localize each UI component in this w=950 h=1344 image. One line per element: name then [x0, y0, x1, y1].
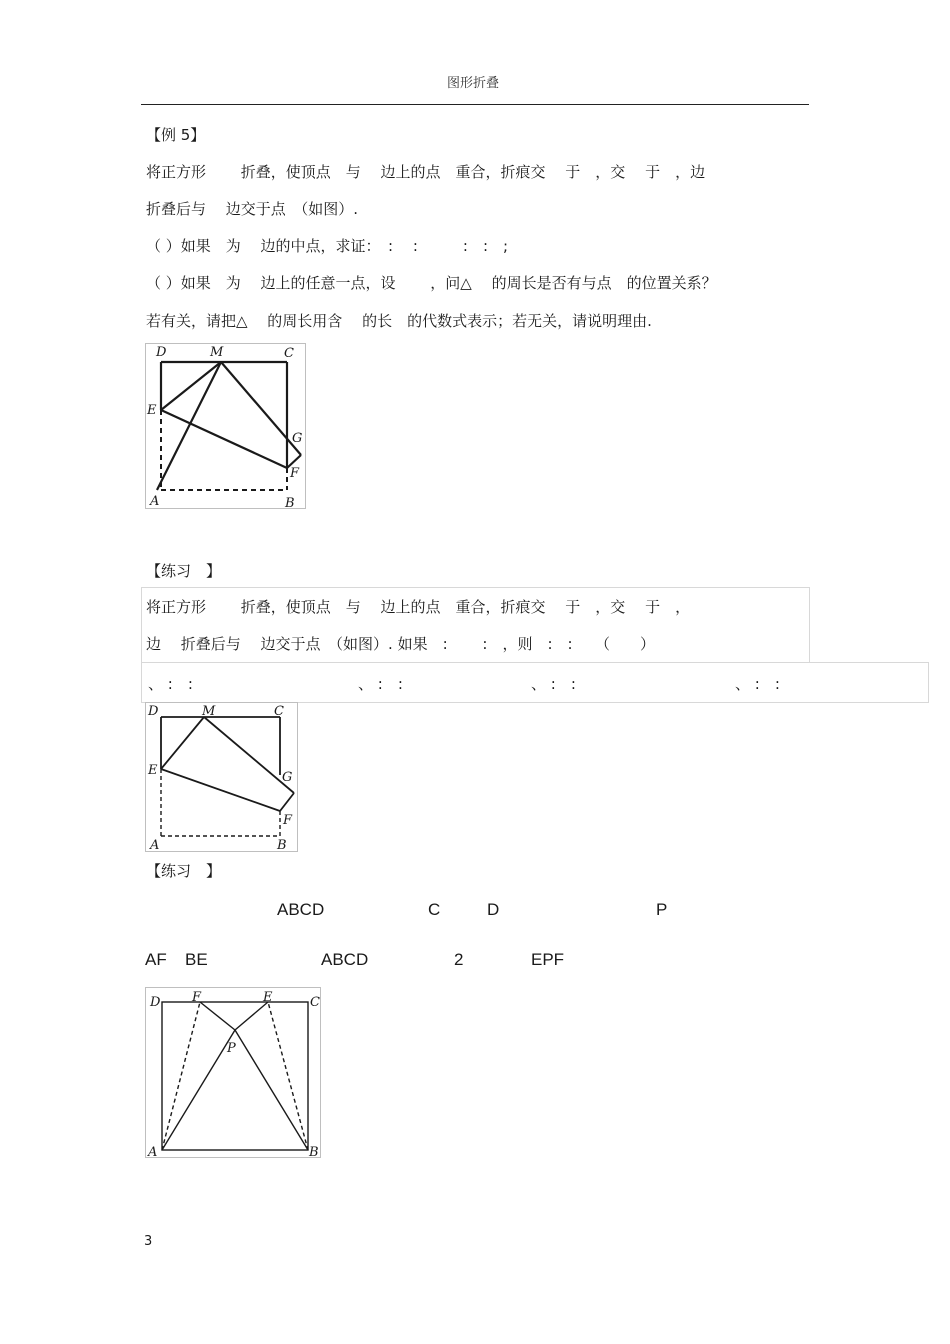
- fig2-label-g: G: [282, 770, 293, 785]
- fig1-label-d: D: [156, 345, 167, 360]
- fig1-line-ma: [157, 362, 221, 490]
- practice1-line2: 边 折叠后与 边交于点 （如图）. 如果 : : ，则 : : （ ）: [146, 635, 656, 653]
- practice2-line1-c: C: [428, 900, 441, 919]
- practice2-line2-number: 2: [454, 950, 464, 969]
- fig2-label-f: F: [283, 813, 293, 828]
- fig1-label-m: M: [210, 345, 224, 360]
- fig3-dashed-be: [268, 1002, 308, 1150]
- fig3-line-fp: [200, 1002, 235, 1030]
- fig1-label-e: E: [147, 403, 157, 418]
- fig2-label-e: E: [148, 763, 158, 778]
- practice1-option-b: 、 : :: [358, 675, 403, 693]
- fig2-label-b: B: [277, 838, 287, 851]
- fig3-line-bp: [235, 1030, 308, 1150]
- fig2-label-m: M: [202, 704, 216, 719]
- example5-heading: 【例 5】: [146, 126, 206, 144]
- practice2-line2-square: ABCD: [321, 950, 369, 969]
- fig3-label-d: D: [150, 995, 161, 1010]
- practice1-line1: 将正方形 折叠，使顶点 与 边上的点 重合，折痕交 于 ，交 于 ，: [146, 598, 691, 616]
- fig3-line-ap: [162, 1030, 235, 1150]
- example5-question1: （ ）如果 为 边的中点，求证： : : : : ;: [146, 237, 509, 255]
- fig3-dashed-af: [162, 1002, 200, 1150]
- example5-question2: （ ）如果 为 边上的任意一点，设 ，问△ 的周长是否有与点 的位置关系？: [146, 274, 717, 292]
- example5-line1: 将正方形 折叠，使顶点 与 边上的点 重合，折痕交 于 ，交 于 ，边: [146, 163, 706, 181]
- practice2-line2-epf: EPF: [531, 950, 565, 969]
- figure-practice1: [145, 702, 298, 852]
- practice2-line1-square: ABCD: [277, 900, 325, 919]
- fig2-fold-gf: [280, 793, 294, 811]
- practice2-line2-be: BE: [185, 950, 208, 969]
- practice1-option-a: 、 : :: [148, 675, 193, 693]
- header-rule: [141, 104, 809, 105]
- page-header-title: 图形折叠: [447, 76, 500, 91]
- fig2-crease-ef: [161, 769, 280, 811]
- fig3-line-ep: [235, 1002, 268, 1030]
- practice2-heading: 【练习 】: [146, 862, 222, 880]
- figure-practice2: [145, 987, 321, 1158]
- fig2-label-a: A: [150, 838, 160, 851]
- fig3-label-p: P: [227, 1041, 236, 1056]
- example5-line2: 折叠后与 边交于点 （如图）.: [146, 200, 359, 218]
- fig1-label-b: B: [285, 496, 295, 508]
- fig3-label-f: F: [192, 990, 202, 1005]
- fig3-label-c: C: [310, 995, 320, 1010]
- practice1-heading: 【练习 】: [146, 562, 222, 580]
- fig1-fold-mg: [221, 362, 301, 455]
- fig1-label-c: C: [284, 346, 294, 361]
- example5-question3: 若有关，请把△ 的周长用含 的长 的代数式表示；若无关，请说明理由.: [146, 312, 652, 330]
- fig1-crease-ef: [161, 410, 287, 468]
- fig3-label-a: A: [148, 1145, 158, 1157]
- figure-example5: [145, 343, 306, 509]
- fig2-label-d: D: [148, 704, 159, 719]
- fig1-label-g: G: [292, 431, 303, 446]
- fig1-label-f: F: [290, 466, 300, 481]
- fig2-label-c: C: [274, 704, 284, 719]
- fig2-fold-me: [161, 717, 204, 769]
- practice2-line1-d: D: [487, 900, 500, 919]
- fig3-label-e: E: [263, 990, 273, 1005]
- practice1-option-d: 、 : :: [735, 675, 780, 693]
- fig1-fold-me: [161, 362, 221, 410]
- fig3-label-b: B: [309, 1145, 319, 1157]
- practice2-line2-af: AF: [145, 950, 167, 969]
- fig1-label-a: A: [150, 494, 160, 508]
- fig3-square-abcd: [162, 1002, 308, 1150]
- practice2-line1-p: P: [656, 900, 668, 919]
- practice1-option-c: 、 : :: [531, 675, 576, 693]
- page-number: 3: [144, 1234, 153, 1249]
